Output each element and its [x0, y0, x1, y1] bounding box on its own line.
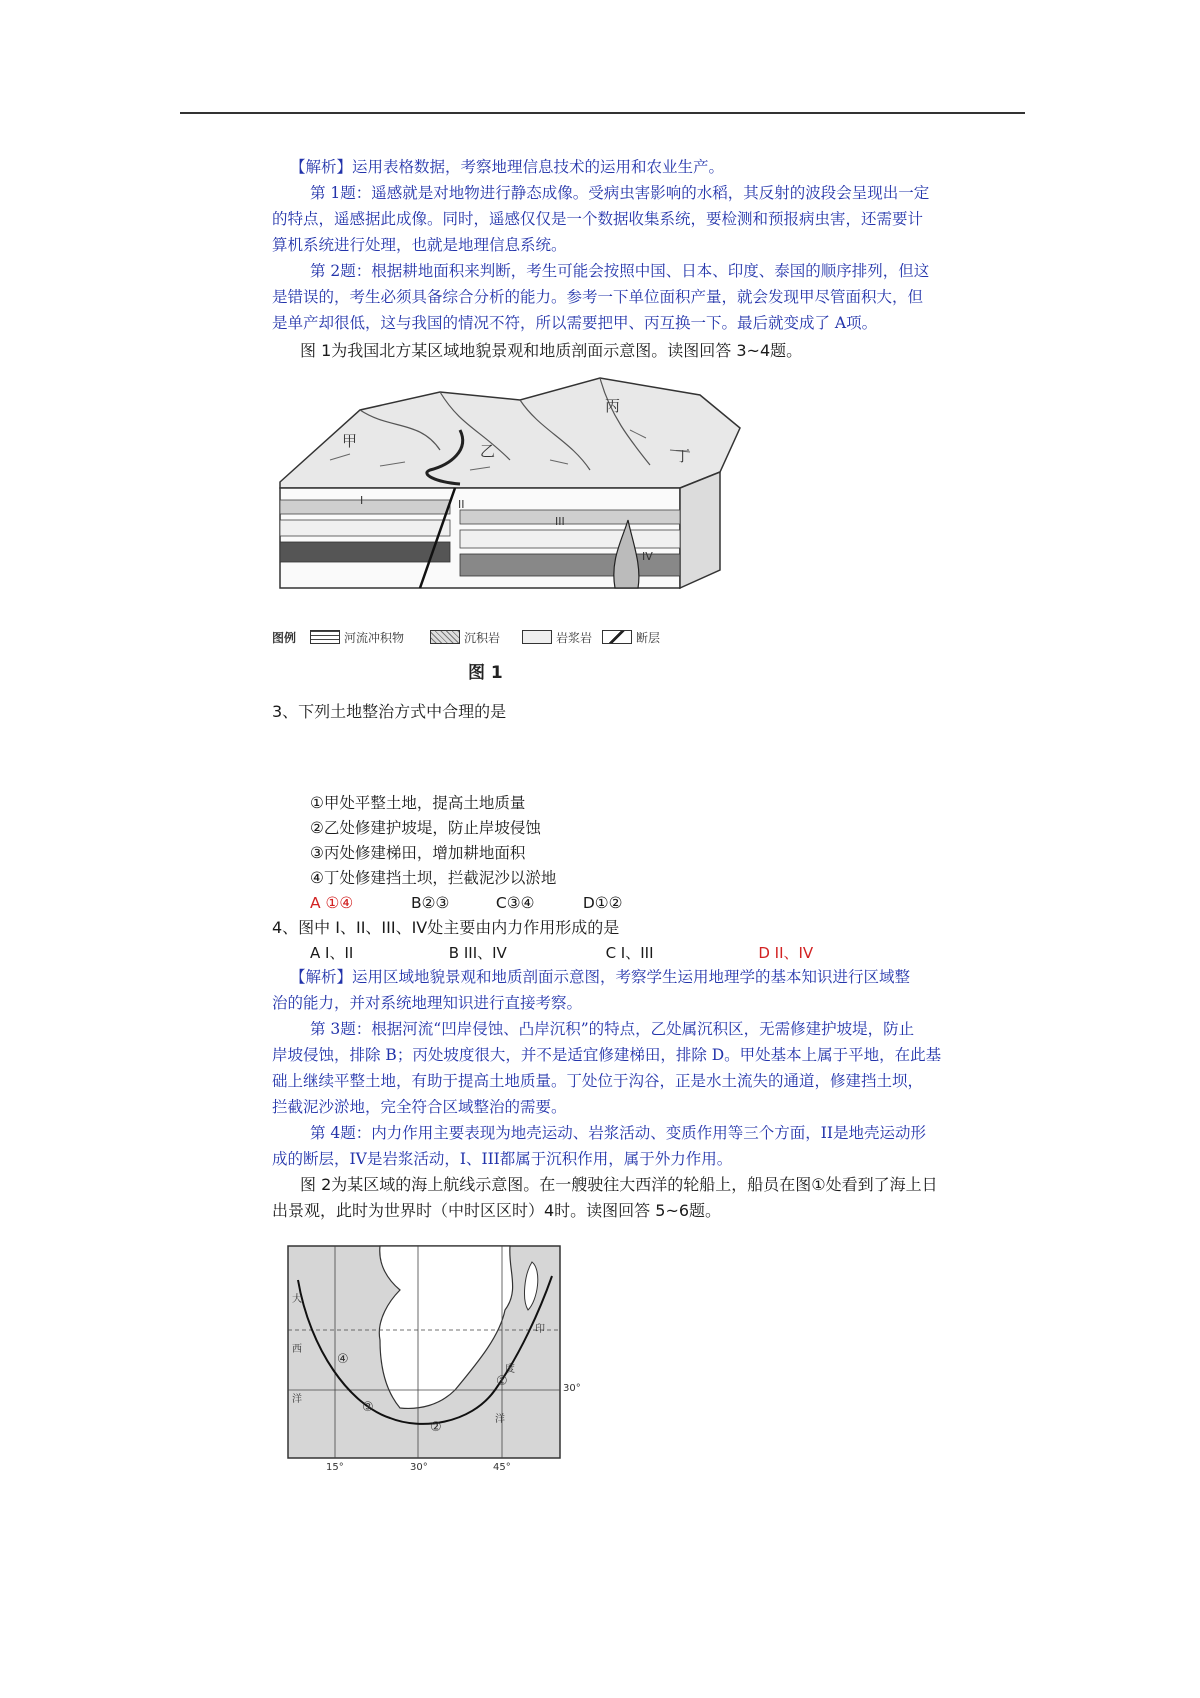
- ocean-right-char-2: 度: [505, 1364, 515, 1375]
- analysis-2-line-3: 第 3题：根据河流“凹岸侵蚀、凸岸沉积”的特点，乙处属沉积区，无需修建护坡堤，防止: [310, 1020, 915, 1038]
- analysis-2-line-8: 成的断层，IV是岩浆活动，I、III都属于沉积作用，属于外力作用。: [272, 1150, 733, 1168]
- ocean-left-char-3: 洋: [292, 1394, 302, 1405]
- legend-swatch-fault: [602, 630, 632, 644]
- q4-option-b: B III、IV: [448, 944, 507, 962]
- q3-option-c: C③④: [495, 894, 535, 912]
- top-rule: [180, 112, 1025, 114]
- lon-tick-45: 45°: [493, 1462, 511, 1473]
- q3-item-4: ④丁处修建挡土坝，拦截泥沙以淤地: [310, 869, 557, 887]
- route-point-2: ②: [430, 1420, 442, 1435]
- q3-item-1: ①甲处平整土地，提高土地质量: [310, 794, 526, 812]
- figure-2-intro-line-2: 出景观，此时为世界时（中时区区时）4时。读图回答 5~6题。: [272, 1201, 722, 1220]
- analysis-2-line-7: 第 4题：内力作用主要表现为地壳运动、岩浆活动、变质作用等三个方面，II是地壳运动形: [310, 1124, 927, 1142]
- q4-option-a: A I、II: [310, 944, 354, 962]
- q4-option-c: C I、III: [605, 944, 654, 962]
- sea-route-map: [280, 1240, 570, 1480]
- analysis-1-line-7: 是单产却很低，这与我国的情况不符，所以需要把甲、丙互换一下。最后就变成了 A项。: [272, 314, 878, 332]
- analysis-2-line-2: 治的能力，并对系统地理知识进行直接考察。: [272, 994, 583, 1012]
- figure-2-intro-line-1: 图 2为某区域的海上航线示意图。在一艘驶往大西洋的轮船上，船员在图①处看到了海上日: [300, 1175, 938, 1194]
- label-region-2: II: [458, 498, 465, 511]
- analysis-2-line-4: 岸坡侵蚀，排除 B；丙处坡度很大，并不是适宜修建梯田，排除 D。甲处基本上属于平地，在此基: [272, 1046, 942, 1064]
- ocean-left-char-1: 大: [292, 1294, 302, 1305]
- analysis-1-line-3: 的特点，遥感据此成像。同时，遥感仅仅是一个数据收集系统，要检测和预报病虫害，还需要计: [272, 210, 924, 228]
- route-point-1: ①: [496, 1374, 508, 1389]
- label-region-1: I: [360, 494, 364, 507]
- route-point-3: ③: [362, 1400, 374, 1415]
- ocean-left-char-2: 西: [292, 1344, 302, 1355]
- q4-stem: 4、图中 I、II、III、IV处主要由内力作用形成的是: [272, 918, 620, 937]
- figure-1-legend: [272, 625, 742, 649]
- legend-sedimentary: 沉积岩: [464, 631, 501, 645]
- q4-option-d: D II、IV: [758, 944, 814, 962]
- legend-swatch-magma: [522, 630, 552, 644]
- analysis-1-line-6: 是错误的，考生必须具备综合分析的能力。参考一下单位面积产量，就会发现甲尽管面积大，但: [272, 288, 924, 306]
- label-bing: 丙: [605, 397, 621, 415]
- q3-options: [310, 892, 623, 914]
- label-ding: 丁: [675, 447, 691, 465]
- landscape-block-diagram: [270, 370, 750, 620]
- analysis-1-line-5: 第 2题：根据耕地面积来判断，考生可能会按照中国、日本、印度、泰国的顺序排列，但这: [310, 262, 930, 280]
- analysis-1-line-1: 【解析】运用表格数据，考察地理信息技术的运用和农业生产。: [290, 158, 725, 176]
- label-region-4: IV: [642, 550, 653, 563]
- analysis-1-line-4: 算机系统进行处理，也就是地理信息系统。: [272, 236, 567, 254]
- figure-1-caption: 图 1: [468, 663, 503, 683]
- label-region-3: III: [555, 515, 565, 528]
- analysis-2-line-5: 础上继续平整土地，有助于提高土地质量。丁处位于沟谷，正是水土流失的通道，修建挡土坝，: [272, 1072, 924, 1090]
- legend-title: 图例: [272, 631, 297, 645]
- figure-2-map: [280, 1240, 581, 1480]
- ocean-right-char-1: 印: [535, 1324, 545, 1335]
- lon-tick-30: 30°: [410, 1462, 428, 1473]
- analysis-1-line-2: 第 1题：遥感就是对地物进行静态成像。受病虫害影响的水稻，其反射的波段会呈现出一定: [310, 184, 930, 202]
- analysis-2-line-1: 【解析】运用区域地貌景观和地质剖面示意图，考察学生运用地理学的基本知识进行区域整: [290, 968, 911, 986]
- ocean-right-char-3: 洋: [495, 1414, 505, 1425]
- analysis-2-line-6: 拦截泥沙淤地，完全符合区域整治的需要。: [272, 1098, 567, 1116]
- label-yi: 乙: [480, 442, 496, 460]
- legend-fault: 断层: [636, 631, 661, 645]
- legend-magma: 岩浆岩: [556, 631, 593, 645]
- figure-1: [270, 370, 750, 620]
- label-jia: 甲: [342, 432, 358, 450]
- legend-swatch-sedimentary: [430, 630, 460, 644]
- lat-tick-30: 30°: [563, 1383, 581, 1394]
- q3-item-2: ②乙处修建护坡堤，防止岸坡侵蚀: [310, 819, 541, 837]
- q3-option-b: B②③: [410, 894, 450, 912]
- figure-1-intro: 图 1为我国北方某区域地貌景观和地质剖面示意图。读图回答 3~4题。: [300, 341, 803, 360]
- q3-option-d: D①②: [582, 894, 623, 912]
- q3-item-3: ③丙处修建梯田，增加耕地面积: [310, 844, 526, 862]
- q4-options: [310, 942, 813, 964]
- legend-swatch-alluvium: [310, 630, 340, 644]
- route-point-4: ④: [337, 1352, 349, 1367]
- q3-option-a: A ①④: [310, 894, 354, 912]
- q3-stem: 3、下列土地整治方式中合理的是: [272, 702, 507, 721]
- lon-tick-15: 15°: [326, 1462, 344, 1473]
- legend-alluvium: 河流冲积物: [344, 631, 405, 645]
